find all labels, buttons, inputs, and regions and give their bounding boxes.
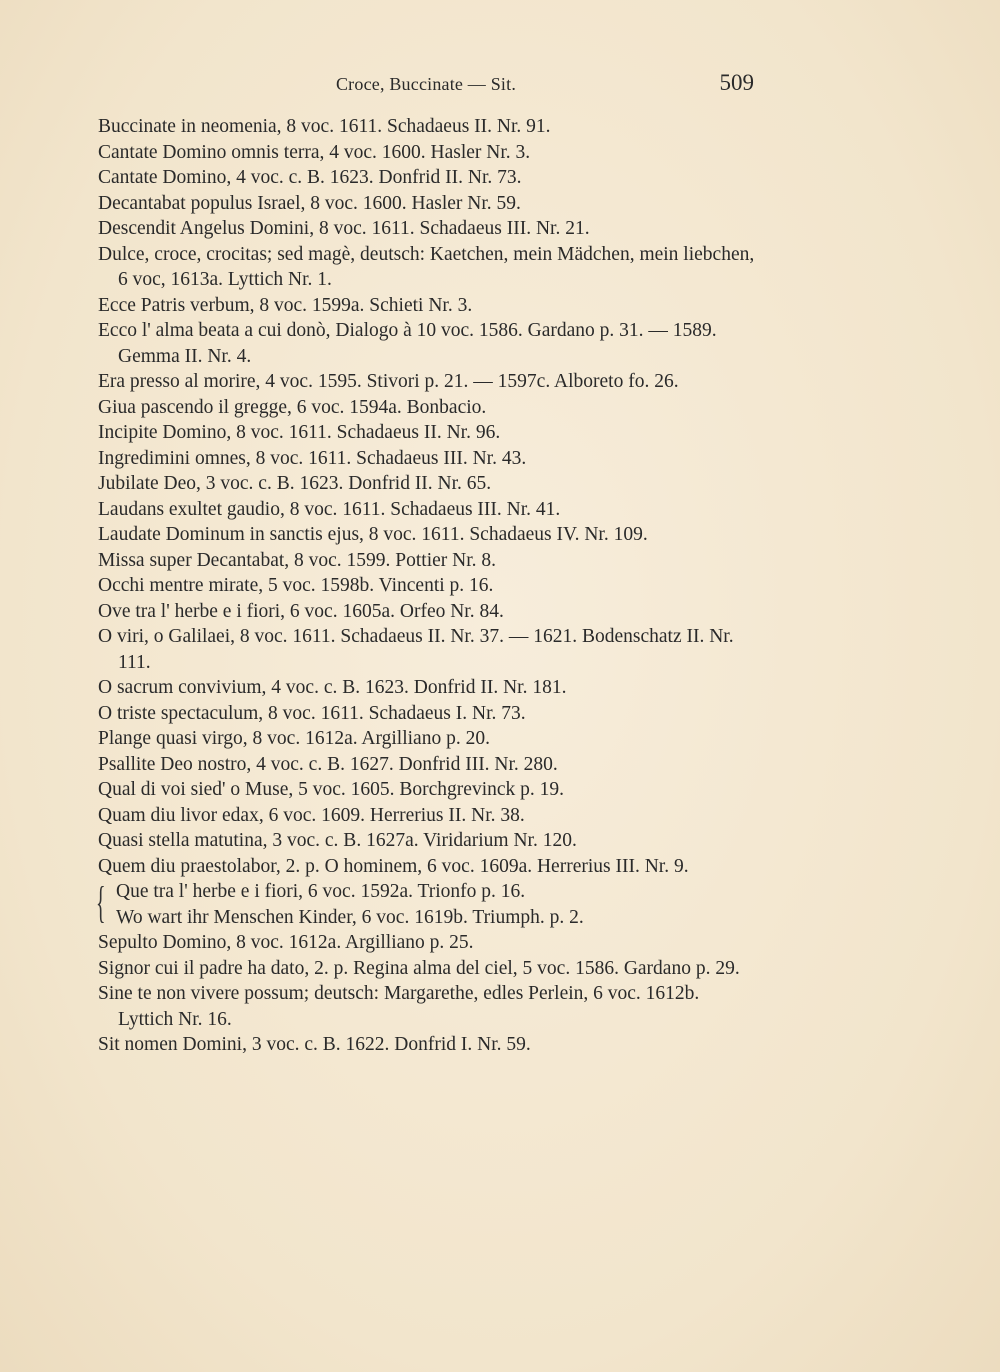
- index-entry: Wo wart ihr Menschen Kinder, 6 voc. 1619b. Triumph. p. 2.: [116, 906, 584, 928]
- index-entry: Sit nomen Domini, 3 voc. c. B. 1622. Donfrid I. Nr. 59.: [98, 1034, 531, 1055]
- index-entry: Qual di voi sied' o Muse, 5 voc. 1605. Borchgrevinck p. 19.: [98, 779, 565, 800]
- running-head: Croce, Buccinate — Sit.: [335, 74, 517, 94]
- index-entry: Descendit Angelus Domini, 8 voc. 1611. Schadaeus III. Nr. 21.: [98, 218, 590, 239]
- index-entry: Laudate Dominum in sanctis ejus, 8 voc. 1611. Schadaeus IV. Nr. 109.: [98, 524, 648, 545]
- bracketed-entry-group: [98, 879, 758, 930]
- index-entry: Que tra l' herbe e i fiori, 6 voc. 1592a. Trionfo p. 16.: [116, 881, 526, 902]
- index-entry: Psallite Deo nostro, 4 voc. c. B. 1627. Donfrid III. Nr. 280.: [98, 753, 558, 775]
- index-entry: Ecce Patris verbum, 8 voc. 1599a. Schieti Nr. 3.: [98, 294, 473, 316]
- index-entry: Occhi mentre mirate, 5 voc. 1598b. Vincenti p. 16.: [98, 575, 494, 596]
- index-entry: Dulce, croce, crocitas; sed magè, deutsch: Kaetchen, mein Mädchen, mein liebchen, 6 voc, 1613a. Lyttich Nr. 1.: [98, 243, 755, 290]
- page-number: 509: [719, 70, 754, 95]
- index-entry: O sacrum convivium, 4 voc. c. B. 1623. Donfrid II. Nr. 181.: [98, 677, 567, 698]
- index-entry: Signor cui il padre ha dato, 2. p. Regina alma del ciel, 5 voc. 1586. Gardano p. 29.: [98, 957, 740, 979]
- index-entry: Ecco l' alma beata a cui donò, Dialogo à 10 voc. 1586. Gardano p. 31. — 1589. Gemma II. Nr. 4.: [98, 320, 717, 367]
- index-entry: O viri, o Galilaei, 8 voc. 1611. Schadaeus II. Nr. 37. — 1621. Bodenschatz II. Nr. 111.: [98, 626, 734, 673]
- index-entry: Incipite Domino, 8 voc. 1611. Schadaeus II. Nr. 96.: [98, 422, 501, 443]
- index-entry: Decantabat populus Israel, 8 voc. 1600. Hasler Nr. 59.: [98, 192, 521, 214]
- index-entry: Quam diu livor edax, 6 voc. 1609. Herrerius II. Nr. 38.: [98, 804, 525, 826]
- index-entry: Buccinate in neomenia, 8 voc. 1611. Schadaeus II. Nr. 91.: [98, 116, 551, 137]
- index-entry: Cantate Domino, 4 voc. c. B. 1623. Donfrid II. Nr. 73.: [98, 167, 522, 188]
- index-entry: Era presso al morire, 4 voc. 1595. Stivori p. 21. — 1597c. Alboreto fo. 26.: [98, 371, 679, 392]
- index-entry: Quasi stella matutina, 3 voc. c. B. 1627a. Viridarium Nr. 120.: [98, 830, 577, 851]
- index-entry: Missa super Decantabat, 8 voc. 1599. Pottier Nr. 8.: [98, 549, 497, 571]
- index-entry: Giua pascendo il gregge, 6 voc. 1594a. Bonbacio.: [98, 396, 487, 418]
- index-entry: Laudans exultet gaudio, 8 voc. 1611. Schadaeus III. Nr. 41.: [98, 498, 561, 520]
- group-brace: {: [96, 878, 106, 927]
- index-entry: O triste spectaculum, 8 voc. 1611. Schadaeus I. Nr. 73.: [98, 702, 526, 724]
- index-entry: Cantate Domino omnis terra, 4 voc. 1600. Hasler Nr. 3.: [98, 141, 531, 163]
- index-entry: Plange quasi virgo, 8 voc. 1612a. Argilliano p. 20.: [98, 728, 490, 749]
- index-entry: Quem diu praestolabor, 2. p. O hominem, 6 voc. 1609a. Herrerius III. Nr. 9.: [98, 855, 689, 877]
- index-entry: Jubilate Deo, 3 voc. c. B. 1623. Donfrid II. Nr. 65.: [98, 473, 492, 494]
- index-entry: Ove tra l' herbe e i fiori, 6 voc. 1605a. Orfeo Nr. 84.: [98, 600, 504, 622]
- index-entry: Sine te non vivere possum; deutsch: Margarethe, edles Perlein, 6 voc. 1612b. Lyttich Nr. 16.: [98, 983, 700, 1030]
- index-entry: Sepulto Domino, 8 voc. 1612a. Argilliano p. 25.: [98, 932, 474, 953]
- index-entry: Ingredimini omnes, 8 voc. 1611. Schadaeus III. Nr. 43.: [98, 447, 527, 469]
- index-entries: [98, 114, 758, 1058]
- page-header: [98, 70, 754, 100]
